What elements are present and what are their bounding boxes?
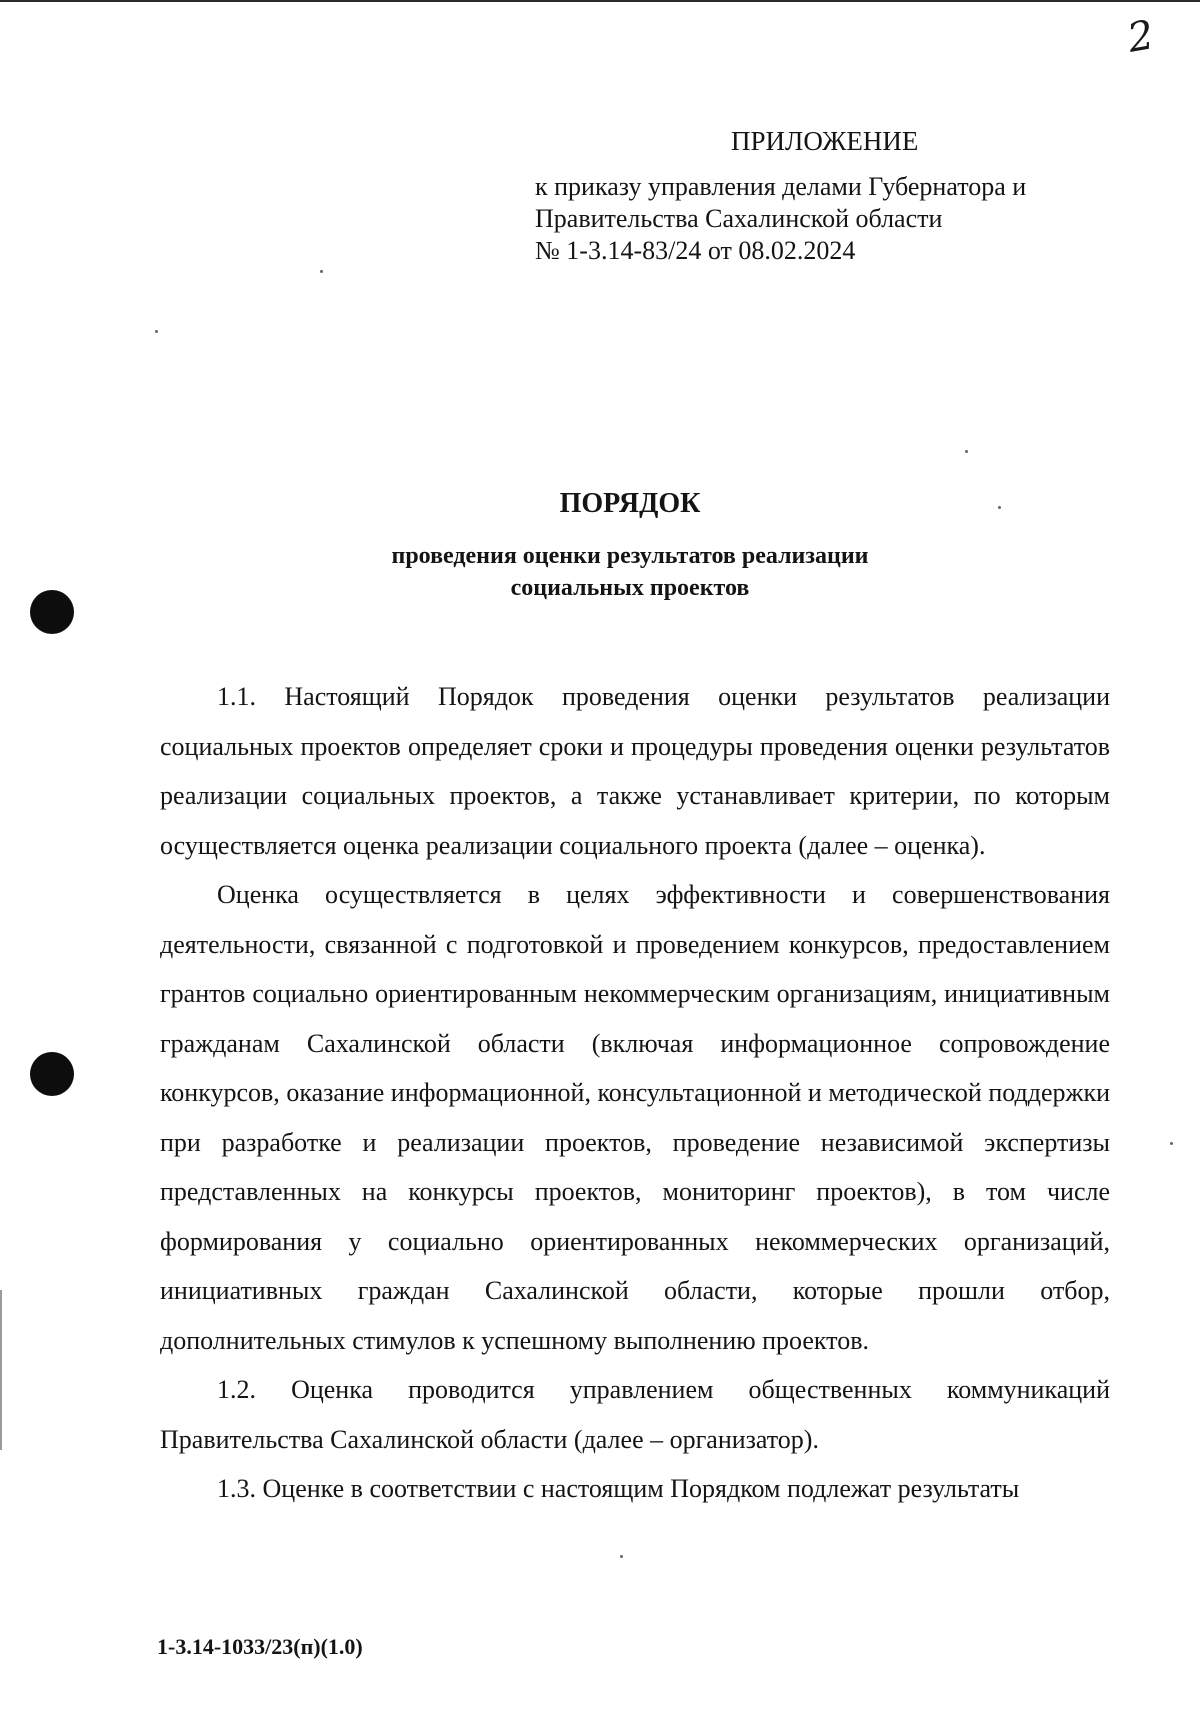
scan-speck [320, 270, 323, 273]
document-title: ПОРЯДОК [559, 488, 701, 519]
paragraph-1-2: 1.2. Оценка проводится управлением общественных коммуникаций Правительства Сахалинской области (далее – организатор). [160, 1375, 1110, 1454]
scan-speck [620, 1555, 623, 1558]
punch-hole-lower [30, 1052, 74, 1096]
annex-order-number: № 1-3.14-83/24 от 08.02.2024 [535, 236, 856, 265]
annex-header [535, 125, 1095, 267]
annex-title: ПРИЛОЖЕНИЕ [731, 126, 919, 156]
subtitle-line: социальных проектов [510, 575, 750, 601]
scan-left-edge [0, 1290, 2, 1450]
document-code: 1-3.14-1033/23(п)(1.0) [157, 1634, 363, 1659]
paragraph-1-3: 1.3. Оценке в соответствии с настоящим Порядком подлежат результаты [217, 1474, 1020, 1503]
scan-speck [965, 450, 968, 453]
punch-hole-upper [30, 590, 74, 634]
paragraph-purpose: Оценка осуществляется в целях эффективности и совершенствования деятельности, связанной с подготовкой и проведением конкурсов, предоставлением грантов социально ориентированным некоммерческим организациям, инициативным гражданам Сахалинской области (включая информационное сопровождение конкурсов, оказание информационной, консультационной и методической поддержки при разработке и реализации проектов, проведение независимой экспертизы представленных на конкурсы проектов, мониторинг проектов), в том числе формирования у социально ориентированных некоммерческих организаций, инициативных граждан Сахалинской области, которые прошли отбор, дополнительных стимулов к успешному выполнению проектов. [160, 880, 1110, 1355]
document-body [160, 672, 1110, 1514]
annex-line: к приказу управления делами Губернатора и [535, 172, 1027, 201]
scan-speck [155, 330, 158, 333]
paragraph-1-1: 1.1. Настоящий Порядок проведения оценки результатов реализации социальных проектов определяет сроки и процедуры проведения оценки результатов реализации социальных проектов, а также устанавливает критерии, по которым осуществляется оценка реализации социального проекта (далее – оценка). [160, 682, 1110, 860]
annex-line: Правительства Сахалинской области [535, 204, 943, 233]
handwritten-page-number: 2 [1124, 12, 1158, 62]
document-subtitle [150, 540, 1110, 604]
scan-speck [1170, 1142, 1173, 1145]
scan-top-edge [0, 0, 1200, 2]
subtitle-line: проведения оценки результатов реализации [391, 543, 869, 569]
document-title-block [150, 488, 1110, 604]
